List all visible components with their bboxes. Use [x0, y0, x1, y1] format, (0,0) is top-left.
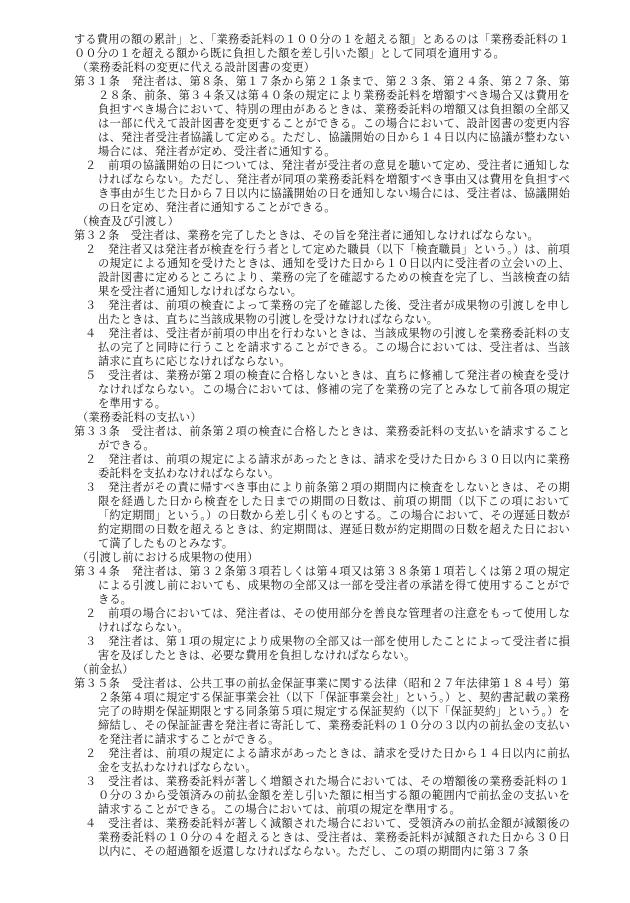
article-35-item-2: ２ 発注者は、前項の規定による請求があったときは、請求を受けた日から１４日以内に前払金を支払わなければならない。	[85, 747, 570, 774]
article-34: 第３４条 発注者は、第３２条第３項若しくは第４項又は第３８条第１項若しくは第２項の規定による引渡し前においても、成果物の全部又は一部を受注者の承諾を得て使用することができる。	[74, 565, 570, 606]
article-35: 第３５条 受注者は、公共工事の前払金保証事業に関する法律（昭和２７年法律第１８４号）第２条第４項に規定する保証事業会社（以下「保証事業会社」という。）と、契約書記載の業務完了の時期を保証期限とする同条第５項に規定する保証契約（以下「保証契約」という。）を締結し、その保証証書を発注者に寄託して、業務委託料の１０分の３以内の前払金の支払いを発注者に請求することができる。	[74, 677, 570, 746]
article-32-item-4: ４ 発注者は、受注者が前項の申出を行わないときは、当該成果物の引渡しを業務委託料の支払の完了と同時に行うことを請求することができる。この場合においては、受注者は、当該請求に直ちに応じなければならない。	[85, 327, 570, 368]
article-32-item-3: ３ 発注者は、前項の検査によって業務の完了を確認した後、受注者が成果物の引渡しを申し出たときは、直ちに当該成果物の引渡しを受けなければならない。	[85, 299, 570, 326]
section-heading: （業務委託料の支払い）	[77, 411, 202, 424]
article-33-item-2: ２ 発注者は、前項の規定による請求があったときは、請求を受けた日から３０日以内に業務委託料を支払わなければならない。	[85, 453, 570, 480]
paragraph-continuation: する費用の額の累計」と、「業務委託料の１００分の１を超える額」とあるのは「業務委託料の１００分の１を超える額から既に負担した額を差し引いた額」として同項を適用する。	[74, 33, 570, 60]
article-32-item-5: ５ 受注者は、業務が第２項の検査に合格しないときは、直ちに修補して発注者の検査を受けなければならない。この場合においては、修補の完了を業務の完了とみなして前各項の規定を準用する。	[85, 369, 570, 410]
article-33-item-3: ３ 発注者がその責に帰すべき事由により前条第２項の期間内に検査をしないときは、その期限を経過した日から検査をした日までの期間の日数は、前項の期間（以下この項において「約定期間」という。）の日数から差し引くものとする。この場合において、その遅延日数が約定期間の日数を超えるときは、約定期間は、遅延日数が約定期間の日数を超えた日において満了したものとみなす。	[85, 481, 570, 550]
article-35-item-4: ４ 受注者は、業務委託料が著しく減額された場合において、受領済みの前払金額が減額後の業務委託料の１０分の４を超えるときは、受注者は、業務委託料が減額された日から３０日以内に、その超過額を返還しなければならない。ただし、この項の期間内に第３７条	[85, 817, 570, 858]
article-31: 第３１条 発注者は、第８条、第１７条から第２１条まで、第２３条、第２４条、第２７条、第２８条、前条、第３４条又は第４０条の規定により業務委託料を増額すべき場合又は費用を負担すべき場合において、特別の理由があるときは、業務委託料の増額又は負担額の全部又は一部に代えて設計図書を変更することができる。この場合において、設計図書の変更内容は、発注者受注者協議して定める。ただし、協議開始の日から１４日以内に協議が整わない場合には、発注者が定め、受注者に通知する。	[74, 75, 570, 158]
article-34-item-3: ３ 発注者は、第１項の規定により成果物の全部又は一部を使用したことによって受注者に損害を及ぼしたときは、必要な費用を負担しなければならない。	[85, 635, 570, 662]
article-32-item-2: ２ 発注者又は発注者が検査を行う者として定めた職員（以下「検査職員」という。）は、前項の規定による通知を受けたときは、通知を受けた日から１０日以内に受注者の立会いの上、設計図書に定めるところにより、業務の完了を確認するための検査を完了し、当該検査の結果を受注者に通知しなければならない。	[85, 243, 570, 298]
article-33: 第３３条 受注者は、前条第２項の検査に合格したときは、業務委託料の支払いを請求することができる。	[74, 425, 570, 452]
article-32: 第３２条 受注者は、業務を完了したときは、その旨を発注者に通知しなければならない。	[74, 229, 539, 242]
article-31-item-2: ２ 前項の協議開始の日については、発注者が受注者の意見を聴いて定め、受注者に通知しなければならない。ただし、発注者が同項の業務委託料を増額すべき事由又は費用を負担すべき事由が生じた日から７日以内に協議開始の日を通知しない場合には、受注者は、協議開始の日を定め、発注者に通知することができる。	[85, 159, 570, 214]
section-heading: （業務委託料の変更に代える設計図書の変更）	[77, 61, 316, 74]
section-heading: （前金払）	[77, 663, 134, 676]
article-35-item-3: ３ 受注者は、業務委託料が著しく増額された場合においては、その増額後の業務委託料の１０分の３から受領済みの前払金額を差し引いた額に相当する額の範囲内で前払金の支払いを請求することができる。この場合においては、前項の規定を準用する。	[85, 775, 570, 816]
section-heading: （引渡し前における成果物の使用）	[77, 551, 259, 564]
section-heading: （検査及び引渡し）	[77, 215, 180, 228]
article-34-item-2: ２ 前項の場合においては、発注者は、その使用部分を善良な管理者の注意をもって使用しなければならない。	[85, 607, 570, 634]
document-body	[74, 33, 570, 859]
